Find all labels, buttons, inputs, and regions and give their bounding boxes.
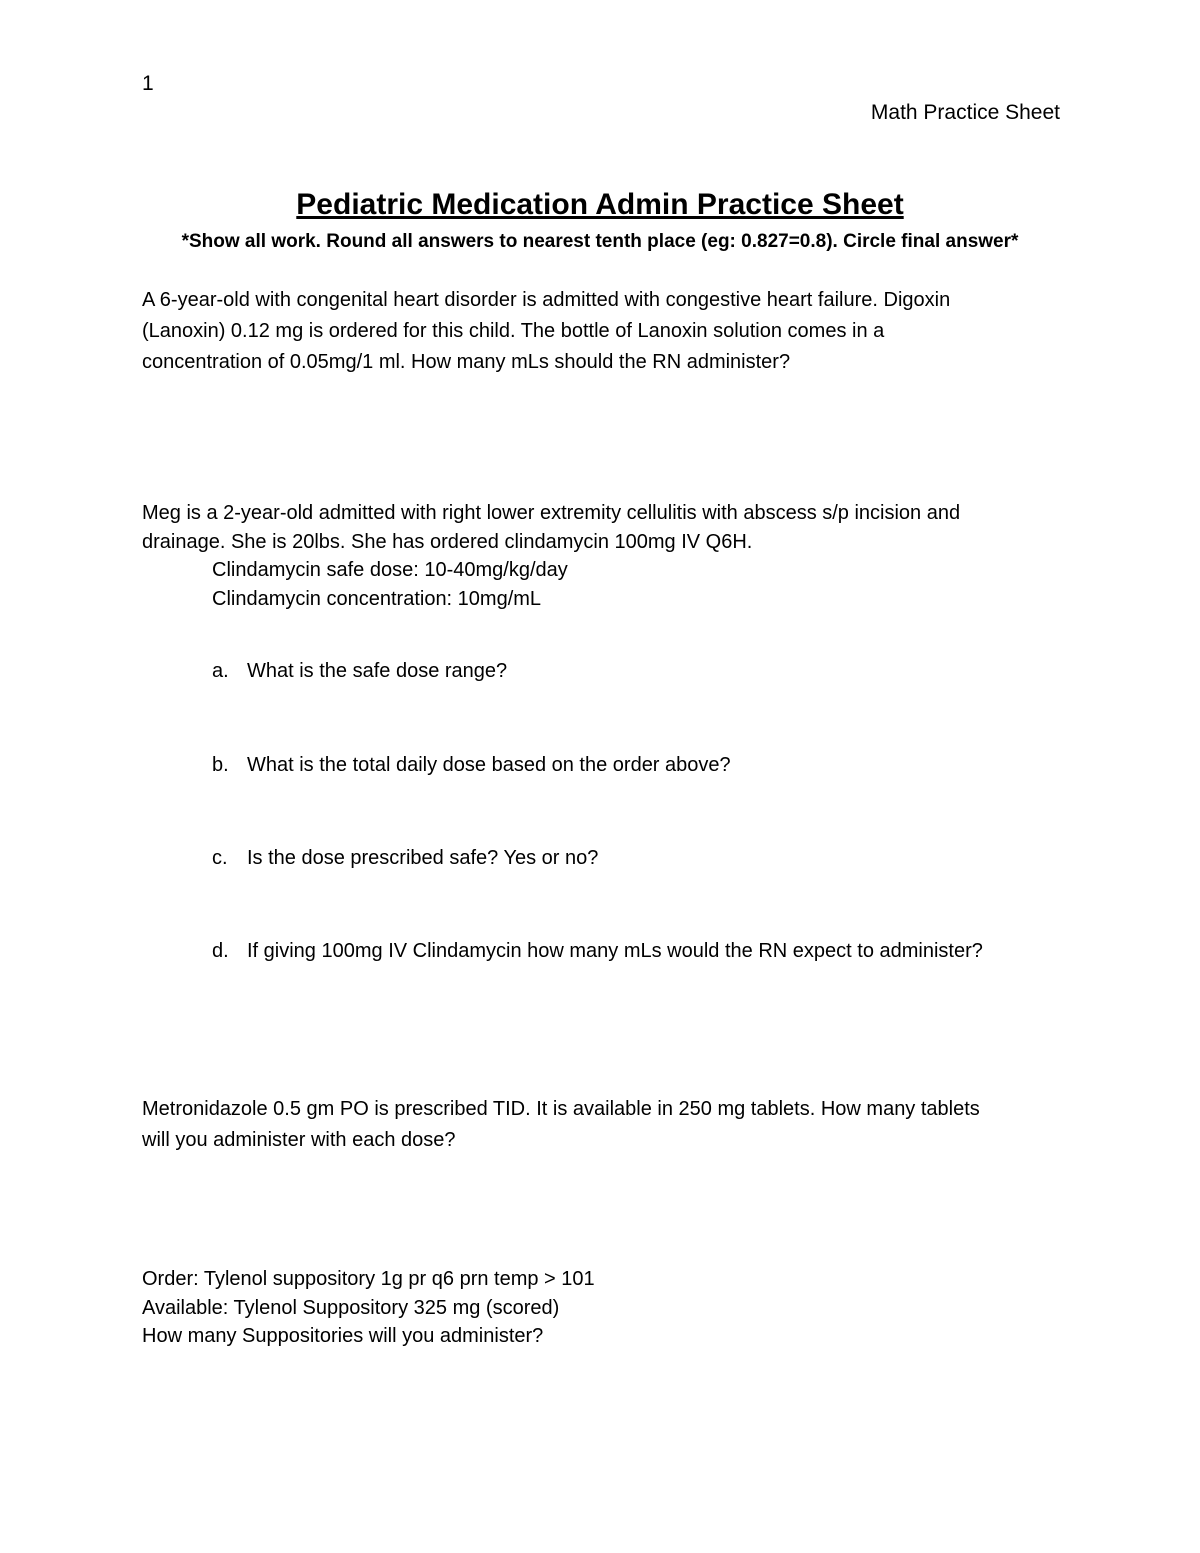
question-text: What is the total daily dose based on the order above?: [247, 754, 731, 776]
question-label: b.: [212, 754, 229, 776]
question-a: [212, 660, 507, 683]
page-number: 1: [142, 72, 154, 95]
concentration-line: Clindamycin concentration: 10mg/mL: [212, 588, 542, 610]
order-line: Order: Tylenol suppository 1g pr q6 prn temp > 101: [142, 1268, 595, 1290]
page-title: Pediatric Medication Admin Practice Sheet: [296, 188, 904, 221]
problem-1: [142, 285, 1042, 378]
question-label: a.: [212, 660, 229, 682]
problem-4: [142, 1265, 1042, 1351]
safe-dose-line: Clindamycin safe dose: 10-40mg/kg/day: [212, 559, 568, 581]
question-d: [212, 940, 983, 963]
question-line: How many Suppositories will you administer?: [142, 1325, 544, 1347]
question-c: [212, 847, 598, 870]
question-b: [212, 754, 731, 777]
problem-1-line: concentration of 0.05mg/1 ml. How many mLs should the RN administer?: [142, 351, 791, 373]
problem-3: [142, 1094, 1042, 1156]
problem-2-line: Meg is a 2-year-old admitted with right lower extremity cellulitis with abscess s/p incision and: [142, 502, 961, 524]
question-text: Is the dose prescribed safe? Yes or no?: [247, 847, 599, 869]
question-text: If giving 100mg IV Clindamycin how many mLs would the RN expect to administer?: [247, 940, 983, 962]
problem-1-line: (Lanoxin) 0.12 mg is ordered for this child. The bottle of Lanoxin solution comes in a: [142, 320, 885, 342]
instructions: *Show all work. Round all answers to nearest tenth place (eg: 0.827=0.8). Circle final answer*: [181, 231, 1019, 252]
problem-1-line: A 6-year-old with congenital heart disorder is admitted with congestive heart failure. Digoxin: [142, 289, 951, 311]
problem-3-line: Metronidazole 0.5 gm PO is prescribed TID. It is available in 250 mg tablets. How many tablets: [142, 1098, 980, 1120]
running-header: Math Practice Sheet: [870, 101, 1060, 124]
problem-3-line: will you administer with each dose?: [142, 1129, 456, 1151]
problem-2-details: [212, 556, 568, 614]
problem-2: [142, 499, 1052, 556]
question-label: c.: [212, 847, 228, 869]
problem-2-line: drainage. She is 20lbs. She has ordered clindamycin 100mg IV Q6H.: [142, 530, 753, 553]
question-text: What is the safe dose range?: [247, 660, 508, 682]
available-line: Available: Tylenol Suppository 325 mg (scored): [142, 1296, 560, 1319]
question-label: d.: [212, 940, 229, 962]
